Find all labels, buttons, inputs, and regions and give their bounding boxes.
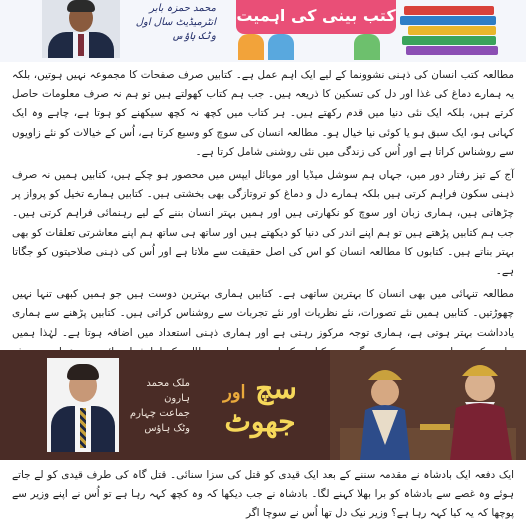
- article-paragraph: مطالعہ کتب انسان کی ذہنی نشوونما کے لیے ایک اہم عمل ہے۔ کتابیں صرف صفحات کا مجموعہ نہیں ہوتیں، بلکہ یہ ہمارے دماغ کی غذا اور دل کی تسکین کا ذریعہ ہیں۔ جب ہم کتاب کھولتے ہیں تو ہم نہ صرف معلومات حاصل کرتے ہیں، بلکہ ایک نئی دنیا میں قدم رکھتے ہیں۔ ہر کتاب میں کچھ نہ کچھ سیکھنے کو ہوتا ہے، چاہے وہ ایک کہانی ہو، ایک سبق ہو یا کوئی نیا خیال ہو۔ مطالعہ انسان کی سوچ کو وسیع کرتا ہے، اُس کے خیالات کو نئے زاویوں سے روشناس کراتا ہے اور اُس کی زندگی میں نئی روشنی شامل کرتا ہے۔: [12, 69, 514, 158]
- article-title: کتب بینی کی اہمیت: [236, 6, 396, 25]
- story-body: [12, 466, 514, 524]
- author-name: ملک محمد ہارون: [146, 378, 190, 404]
- story-title-word: سچ: [255, 372, 297, 405]
- story-banner: [0, 350, 526, 460]
- kings-illustration: [330, 350, 526, 460]
- author-photo: [47, 358, 119, 452]
- author-credit: [124, 376, 190, 436]
- article-body: [12, 66, 514, 385]
- story-paragraph: ایک دفعہ ایک بادشاہ نے مقدمہ سننے کے بعد ایک قیدی کو قتل کی سزا سنائی۔ قتل گاہ کی طرف قیدی کو لے جاتے ہوئے وہ غصے سے بادشاہ کو برا بھلا کہنے لگا۔ بادشاہ نے جب دیکھا کہ وہ کچھ کہہ رہا ہے تو اُس نے اپنے وزیر سے پوچھا کہ یہ کیا کہہ رہا ہے؟ وزیر نیک دل تھا اُس نے سوچا اگر: [12, 469, 514, 520]
- author-name: محمد حمزہ بابر: [149, 3, 216, 14]
- story-title: [200, 372, 320, 438]
- author-photo: [42, 0, 120, 58]
- author-credit: [124, 2, 216, 44]
- article-paragraph: مطالعہ تنہائی میں بھی انسان کا بہترین ساتھی ہے۔ کتابیں ہماری بہترین دوست ہیں جو ہمیں کبھی تنہا نہیں چھوڑتیں۔ کتابیں ہمیں نئے تصورات، نئے نظریات اور نئے تجربات سے روشناس کراتی ہیں۔ کتابیں پڑھنے سے ہماری یادداشت بہتر ہوتی ہے، ہماری توجہ مرکوز رہتی ہے اور ہماری ذہنی استعداد میں اضافہ ہوتا ہے۔ لہٰذا ہمیں: [12, 288, 514, 339]
- author-house: وٹک ہاؤس: [144, 423, 190, 434]
- story-title-word: جھوٹ: [224, 405, 296, 438]
- author-house: وٹک ہاؤس: [171, 31, 216, 42]
- author-class: جماعت چہارم: [129, 408, 190, 419]
- author-class: انٹرمیڈیٹ سال اول: [135, 17, 216, 28]
- article-paragraph: آج کے تیز رفتار دور میں، جہاں ہم سوشل میڈیا اور موبائل ایپس میں محصور ہو چکے ہیں، کتابیں ہمیں نہ صرف ذہنی سکون فراہم کرتی ہیں بلکہ ہمارے دل و دماغ کو تروتازگی بھی بخشتی ہیں۔ کتابیں ہمارے تخیل کو پرواز پر چڑھاتی ہیں، ہماری زبان اور سوچ کو نکھارتی ہیں اور ہمیں بہتر انسان بننے کے لیے رہنمائی فراہم کرتی ہیں۔ جب ہم کتابیں پڑھتے ہیں تو ہم اپنے اندر کی دنیا کو دیکھتے ہیں اور ساتھ ہی ساتھ ہم اپنے معاشرتی تعلقات کو بھی بہتر بناتے ہیں۔ کتابوں کا مطالعہ انسان کو اس کی اصل حقیقت سے ملاتا ہے اور اُس کی ذہنی صلاحیتوں کو جگاتا ہے۔: [12, 169, 514, 278]
- header-banner: [0, 0, 526, 62]
- story-title-word: اور: [223, 382, 246, 403]
